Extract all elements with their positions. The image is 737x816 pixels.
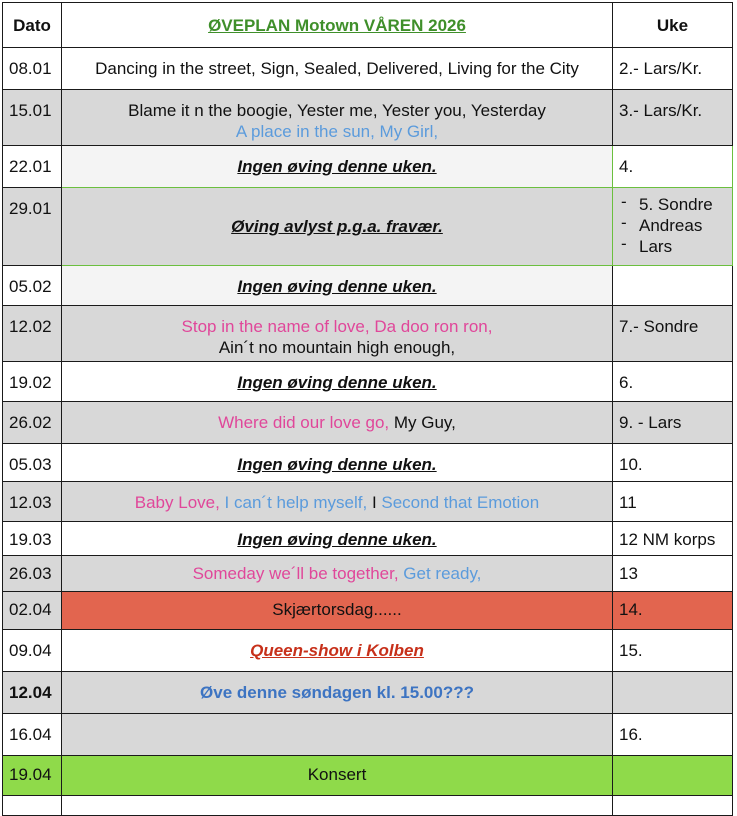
holiday-text: Skjærtorsdag...... bbox=[272, 600, 402, 619]
row-songs bbox=[62, 90, 613, 146]
table-row bbox=[3, 90, 733, 146]
row-date: 19.02 bbox=[3, 362, 62, 402]
table-row bbox=[3, 756, 733, 796]
row-date bbox=[3, 796, 62, 816]
row-date: 15.01 bbox=[3, 90, 62, 146]
row-week: 14. bbox=[613, 592, 733, 630]
row-week: 3.- Lars/Kr. bbox=[613, 90, 733, 146]
date-column-header: Dato bbox=[3, 3, 62, 48]
no-rehearsal-note: Ingen øving denne uken. bbox=[237, 157, 437, 176]
table-row bbox=[3, 362, 733, 402]
row-date: 19.04 bbox=[3, 756, 62, 796]
row-date: 12.02 bbox=[3, 306, 62, 362]
song-text: Dancing in the street, Sign, Sealed, Delivered, Living for the City bbox=[95, 59, 579, 78]
row-date: 19.03 bbox=[3, 522, 62, 556]
row-note bbox=[62, 188, 613, 266]
table-row bbox=[3, 306, 733, 362]
cancelled-note: Øving avlyst p.g.a. fravær. bbox=[231, 217, 443, 236]
row-date: 29.01 bbox=[3, 188, 62, 266]
row-week: 11 bbox=[613, 482, 733, 522]
row-week: 2.- Lars/Kr. bbox=[613, 48, 733, 90]
song-text: My Guy, bbox=[393, 413, 456, 432]
schedule-title bbox=[62, 3, 613, 48]
row-date: 08.01 bbox=[3, 48, 62, 90]
song-text: Ain´t no mountain high enough, bbox=[218, 338, 456, 357]
table-row bbox=[3, 672, 733, 714]
table-row bbox=[3, 444, 733, 482]
extra-rehearsal-note: Øve denne søndagen kl. 15.00??? bbox=[200, 683, 474, 702]
song-text: Baby Love, bbox=[134, 493, 225, 512]
table-row bbox=[3, 796, 733, 816]
song-text: Get ready, bbox=[403, 564, 482, 583]
no-rehearsal-note: Ingen øving denne uken. bbox=[237, 373, 437, 392]
row-week bbox=[613, 266, 733, 306]
song-text: I can´t help myself, bbox=[224, 493, 372, 512]
row-holiday bbox=[62, 592, 613, 630]
list-item: - Andreas bbox=[619, 215, 732, 236]
row-date: 16.04 bbox=[3, 714, 62, 756]
row-note bbox=[62, 362, 613, 402]
row-songs bbox=[62, 402, 613, 444]
song-text: Where did our love go, bbox=[218, 413, 394, 432]
show-note: Queen-show i Kolben bbox=[250, 641, 424, 660]
song-text: Second that Emotion bbox=[381, 493, 540, 512]
row-note bbox=[62, 714, 613, 756]
list-item: - 5. Sondre bbox=[619, 194, 732, 215]
row-week: 9. - Lars bbox=[613, 402, 733, 444]
row-date: 26.02 bbox=[3, 402, 62, 444]
table-row bbox=[3, 714, 733, 756]
row-week: 16. bbox=[613, 714, 733, 756]
song-text: Someday we´ll be together, bbox=[192, 564, 404, 583]
table-row bbox=[3, 48, 733, 90]
row-week: 12 NM korps bbox=[613, 522, 733, 556]
rehearsal-schedule-table bbox=[2, 2, 733, 816]
row-week: 7.- Sondre bbox=[613, 306, 733, 362]
table-row bbox=[3, 188, 733, 266]
table-row bbox=[3, 592, 733, 630]
row-week bbox=[613, 796, 733, 816]
row-date: 05.03 bbox=[3, 444, 62, 482]
row-week bbox=[613, 188, 733, 266]
week-column-header: Uke bbox=[613, 3, 733, 48]
row-date: 12.03 bbox=[3, 482, 62, 522]
row-songs bbox=[62, 306, 613, 362]
table-row bbox=[3, 522, 733, 556]
row-date: 09.04 bbox=[3, 630, 62, 672]
row-week: 15. bbox=[613, 630, 733, 672]
schedule-title-text: ØVEPLAN Motown VÅREN 2026 bbox=[208, 15, 466, 35]
song-text: I bbox=[371, 493, 382, 512]
row-date: 12.04 bbox=[3, 672, 62, 714]
row-songs bbox=[62, 48, 613, 90]
table-row bbox=[3, 630, 733, 672]
no-rehearsal-note: Ingen øving denne uken. bbox=[237, 530, 437, 549]
row-week: 6. bbox=[613, 362, 733, 402]
no-rehearsal-note: Ingen øving denne uken. bbox=[237, 277, 437, 296]
row-date: 26.03 bbox=[3, 556, 62, 592]
table-row bbox=[3, 556, 733, 592]
row-note bbox=[62, 146, 613, 188]
row-date: 22.01 bbox=[3, 146, 62, 188]
no-rehearsal-note: Ingen øving denne uken. bbox=[237, 455, 437, 474]
song-text: Stop in the name of love, Da doo ron ron, bbox=[181, 317, 493, 336]
list-item: - Lars bbox=[619, 236, 732, 257]
row-week bbox=[613, 672, 733, 714]
song-text: Blame it n the boogie, Yester me, Yester you, Yesterday bbox=[128, 101, 546, 120]
row-concert bbox=[62, 756, 613, 796]
table-row bbox=[3, 266, 733, 306]
header-row bbox=[3, 3, 733, 48]
table-row bbox=[3, 402, 733, 444]
row-week bbox=[613, 756, 733, 796]
row-songs bbox=[62, 556, 613, 592]
row-songs bbox=[62, 482, 613, 522]
row-note bbox=[62, 522, 613, 556]
song-text: A place in the sun, My Girl, bbox=[235, 122, 439, 141]
row-week: 4. bbox=[613, 146, 733, 188]
row-note bbox=[62, 672, 613, 714]
concert-text: Konsert bbox=[307, 765, 367, 784]
table-row bbox=[3, 146, 733, 188]
row-date: 05.02 bbox=[3, 266, 62, 306]
row-note bbox=[62, 444, 613, 482]
responsible-list bbox=[619, 194, 732, 257]
row-note bbox=[62, 266, 613, 306]
row-date: 02.04 bbox=[3, 592, 62, 630]
row-week: 10. bbox=[613, 444, 733, 482]
table-row bbox=[3, 482, 733, 522]
row-note bbox=[62, 630, 613, 672]
row-week: 13 bbox=[613, 556, 733, 592]
row-songs bbox=[62, 796, 613, 816]
